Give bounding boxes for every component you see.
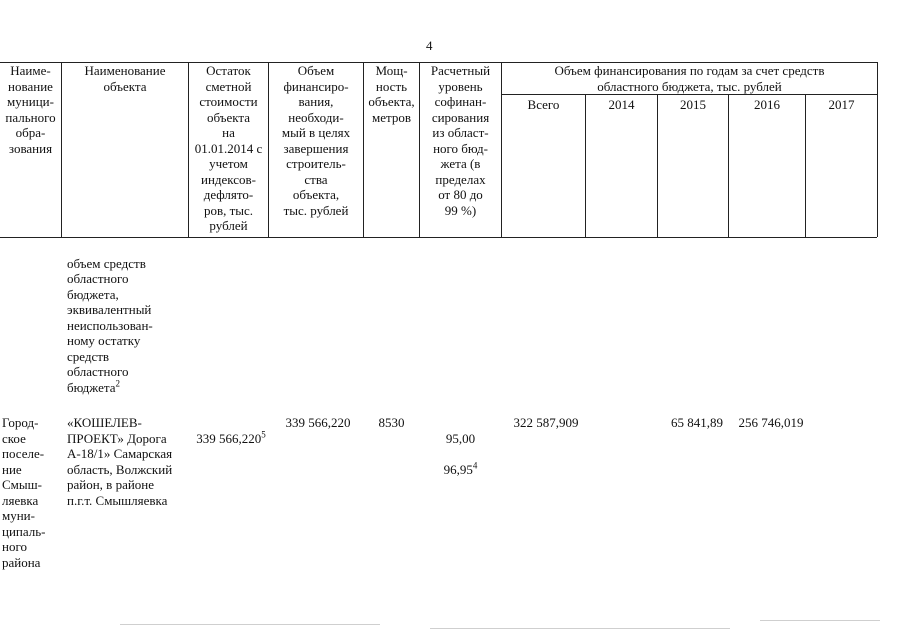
cofinancing-value-2-wrap: [420, 462, 501, 478]
row-object-name: «КОШЕЛЕВ- ПРОЕКТ» Дорога А-18/1» Самарская область, Волжский район, в районе п.г.т. Смышляевка: [67, 415, 173, 508]
remaining-cost-footnote: 5: [261, 429, 266, 440]
col-divider-8: [657, 94, 658, 237]
header-cofinancing-level: Расчетный уровень софинан- сирования из област- ного бюд- жета (в пределах от 80 до 99 %): [430, 63, 491, 218]
cofinancing-value-2: 96,95: [443, 461, 473, 477]
col-divider-10: [805, 94, 806, 237]
scan-streak: [760, 620, 880, 621]
header-municipality: Наиме- нование муници- пального обра- зования: [5, 63, 56, 156]
header-funding-by-year: Объем финансирования по годам за счет средств областного бюджета, тыс. рублей: [554, 63, 825, 94]
header-2015: 2015: [680, 97, 706, 112]
continuation-text: [67, 240, 187, 395]
header-2016: 2016: [754, 97, 780, 112]
page-number: 4: [426, 38, 433, 53]
row-2016: 256 746,019: [738, 415, 804, 430]
header-capacity: Мощ- ность объекта, метров: [368, 63, 415, 125]
header-funding-needed: Объем финансиро- вания, необходи- мый в целях завершения строитель- ства объекта, тыс. рублей: [281, 63, 351, 218]
row-remaining-cost: [190, 415, 272, 446]
scan-streak: [120, 624, 380, 625]
header-remaining-cost: Остаток сметной стоимости объекта на 01.01.2014 с учетом индексов- дефлято- ров, тыс. рублей: [194, 63, 263, 233]
scan-streak: [430, 628, 730, 629]
row-municipality: Город- ское поселе- ние Смыш- ляевка муни- ципаль- ного района: [2, 415, 46, 570]
subheader-border: [501, 94, 877, 95]
row-cofinancing: [420, 415, 501, 493]
header-total: Всего: [527, 97, 560, 112]
cofinancing-footnote: 4: [472, 460, 478, 471]
header-2017: 2017: [828, 97, 855, 112]
row-capacity: 8530: [378, 415, 405, 430]
continuation-footnote-mark: 2: [115, 378, 120, 389]
table-right-border: [877, 62, 878, 237]
cofinancing-value-1: 95,00: [445, 430, 476, 446]
header-2014: 2014: [608, 97, 635, 112]
row-2015: 65 841,89: [671, 415, 723, 430]
continuation-body: объем средств областного бюджета, эквивалентный неиспользован- ному остатку средств областного бюджета: [67, 255, 153, 395]
col-divider-9: [728, 94, 729, 237]
row-total: 322 587,909: [513, 415, 579, 430]
header-bottom-border: [0, 237, 877, 238]
header-object-name: Наименование объекта: [84, 63, 166, 94]
row-funding-needed: 339 566,220: [285, 415, 351, 430]
remaining-cost-value: 339 566,220: [196, 430, 262, 446]
col-divider-7: [585, 94, 586, 237]
